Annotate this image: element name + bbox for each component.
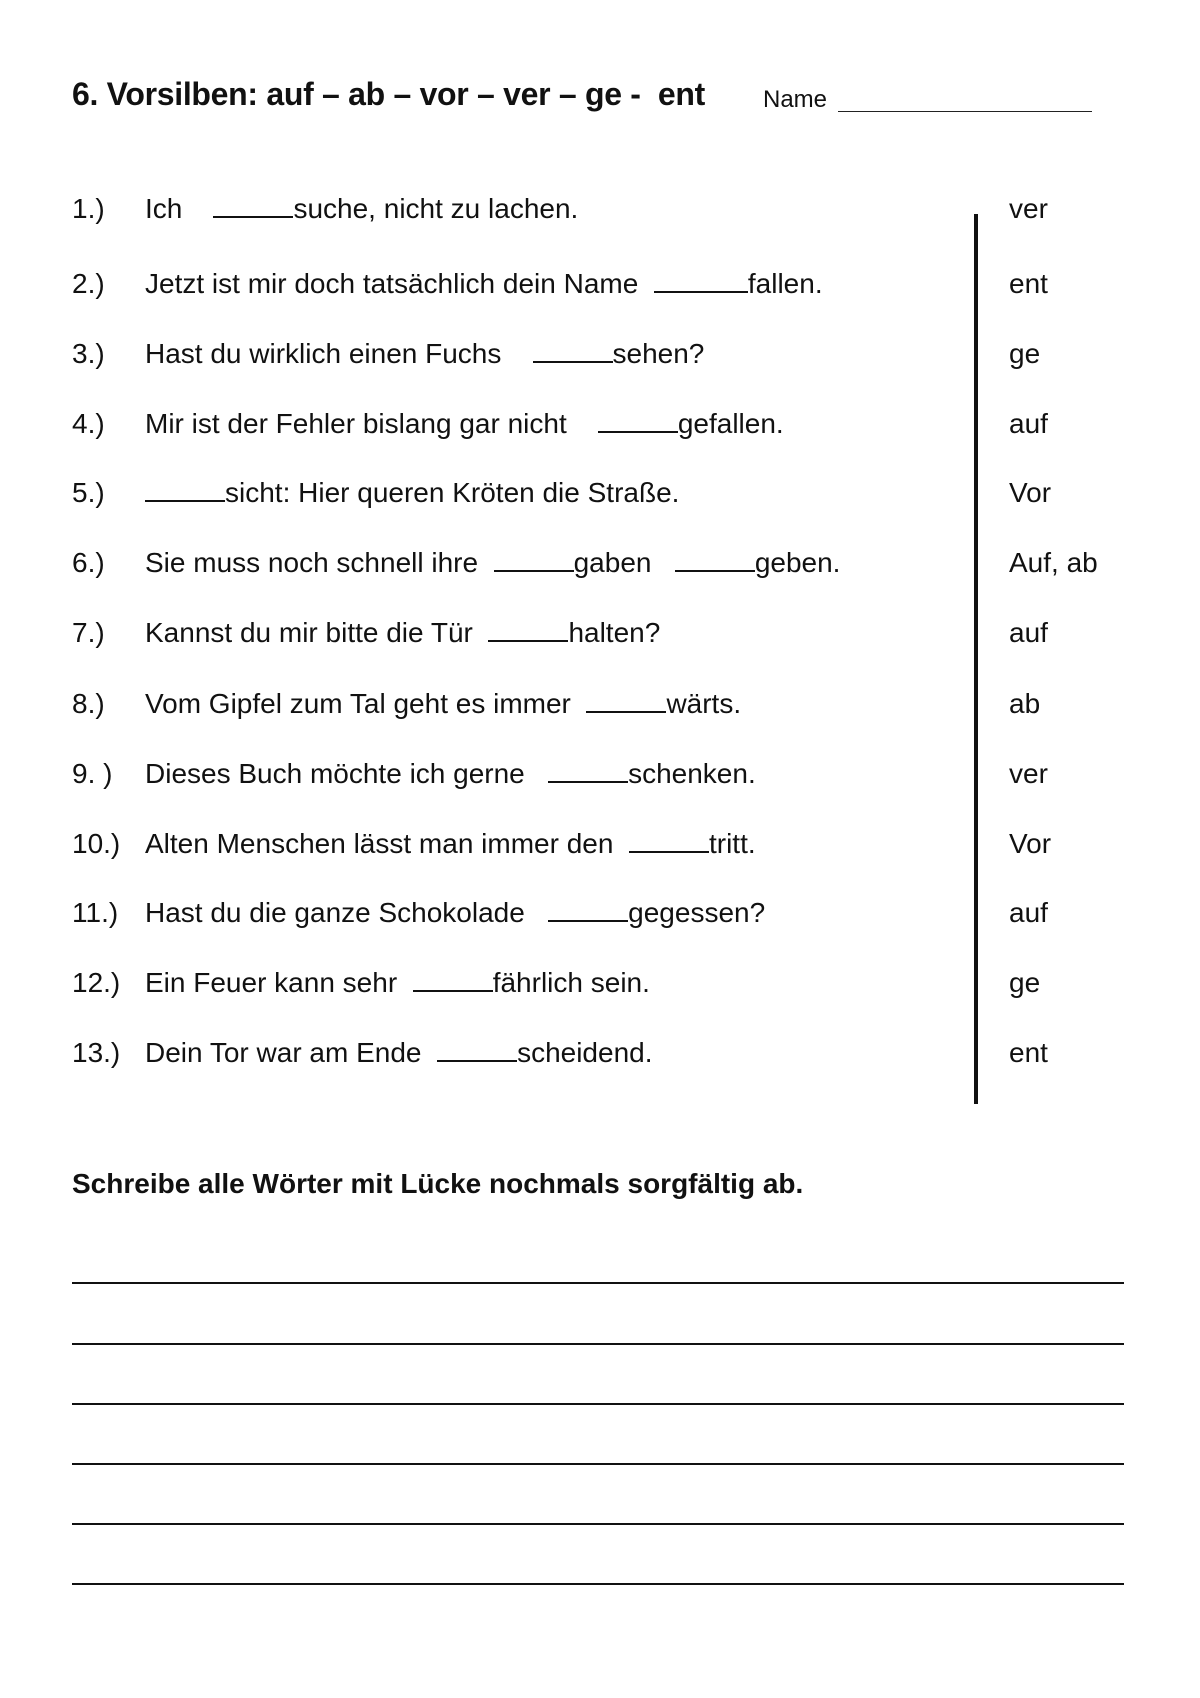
exercise-sentence: Alten Menschen lässt man immer den tritt.	[145, 824, 756, 864]
exercise-number: 10.)	[72, 828, 121, 859]
exercise-row	[72, 754, 972, 794]
blank-gap[interactable]	[675, 544, 755, 572]
answer-word: ent	[1009, 1037, 1048, 1068]
blank-gap[interactable]	[654, 265, 748, 293]
exercise-sentence: sicht: Hier queren Kröten die Straße.	[145, 473, 679, 513]
exercise-sentence: Sie muss noch schnell ihre gaben geben.	[145, 543, 840, 583]
name-label: Name	[763, 86, 828, 113]
writing-line[interactable]	[72, 1523, 1124, 1525]
exercise-number: 12.)	[72, 967, 121, 998]
exercise-row	[72, 684, 972, 724]
exercise-number: 7.)	[72, 617, 105, 648]
writing-line[interactable]	[72, 1282, 1124, 1284]
exercise-row	[72, 334, 972, 374]
exercise-number: 2.)	[72, 268, 105, 299]
blank-gap[interactable]	[413, 964, 493, 992]
exercise-number: 3.)	[72, 338, 105, 369]
answer-word: ver	[1009, 758, 1048, 789]
exercise-row	[72, 543, 972, 583]
exercise-sentence: Dein Tor war am Ende scheidend.	[145, 1033, 653, 1073]
exercise-number: 1.)	[72, 193, 105, 224]
exercise-row	[72, 963, 972, 1003]
exercise-sentence: Mir ist der Fehler bislang gar nicht gefallen.	[145, 404, 784, 444]
blank-gap[interactable]	[586, 685, 666, 713]
blank-gap[interactable]	[629, 825, 709, 853]
exercise-sentence: Jetzt ist mir doch tatsächlich dein Name fallen.	[145, 264, 823, 304]
exercise-row	[72, 824, 972, 864]
exercise-row	[72, 1033, 972, 1073]
blank-gap[interactable]	[488, 614, 568, 642]
answer-word: ent	[1009, 268, 1048, 299]
worksheet-title: 6. Vorsilben: auf – ab – vor – ver – ge - ent	[72, 76, 705, 112]
blank-gap[interactable]	[213, 190, 293, 218]
blank-gap[interactable]	[598, 405, 678, 433]
exercise-row	[72, 473, 972, 513]
answer-word: ge	[1009, 967, 1041, 998]
exercise-sentence: Ich suche, nicht zu lachen.	[145, 189, 578, 229]
blank-gap[interactable]	[494, 544, 574, 572]
name-write-line[interactable]	[838, 111, 1092, 112]
exercise-number: 8.)	[72, 688, 105, 719]
exercise-number: 11.)	[72, 897, 119, 928]
answer-word: auf	[1009, 408, 1048, 439]
writing-line[interactable]	[72, 1403, 1124, 1405]
writing-line[interactable]	[72, 1343, 1124, 1345]
writing-line[interactable]	[72, 1463, 1124, 1465]
exercise-sentence: Vom Gipfel zum Tal geht es immer wärts.	[145, 684, 741, 724]
exercise-number: 9. )	[72, 758, 113, 789]
blank-gap[interactable]	[145, 474, 225, 502]
answer-word: ge	[1009, 338, 1041, 369]
exercise-row	[72, 264, 972, 304]
exercise-row	[72, 404, 972, 444]
exercise-row	[72, 613, 972, 653]
exercise-row	[72, 893, 972, 933]
blank-gap[interactable]	[548, 894, 628, 922]
exercise-sentence: Dieses Buch möchte ich gerne schenken.	[145, 754, 756, 794]
exercise-sentence: Hast du die ganze Schokolade gegessen?	[145, 893, 765, 933]
writing-line[interactable]	[72, 1583, 1124, 1585]
answer-word: Vor	[1009, 477, 1052, 508]
exercise-number: 13.)	[72, 1037, 121, 1068]
exercise-sentence: Ein Feuer kann sehr fährlich sein.	[145, 963, 650, 1003]
answer-word: Vor	[1009, 828, 1052, 859]
blank-gap[interactable]	[437, 1034, 517, 1062]
answer-column-divider	[974, 214, 978, 1104]
answer-word: Auf, ab	[1009, 547, 1098, 578]
answer-word: auf	[1009, 897, 1048, 928]
exercise-sentence: Hast du wirklich einen Fuchs sehen?	[145, 334, 704, 374]
instruction-heading: Schreibe alle Wörter mit Lücke nochmals sorgfältig ab.	[72, 1168, 804, 1199]
exercise-number: 5.)	[72, 477, 105, 508]
exercise-row	[72, 189, 972, 229]
answer-word: ab	[1009, 688, 1041, 719]
exercise-number: 4.)	[72, 408, 105, 439]
answer-word: auf	[1009, 617, 1048, 648]
exercise-sentence: Kannst du mir bitte die Tür halten?	[145, 613, 660, 653]
blank-gap[interactable]	[533, 335, 613, 363]
blank-gap[interactable]	[548, 755, 628, 783]
answer-word: ver	[1009, 193, 1048, 224]
exercise-number: 6.)	[72, 547, 105, 578]
